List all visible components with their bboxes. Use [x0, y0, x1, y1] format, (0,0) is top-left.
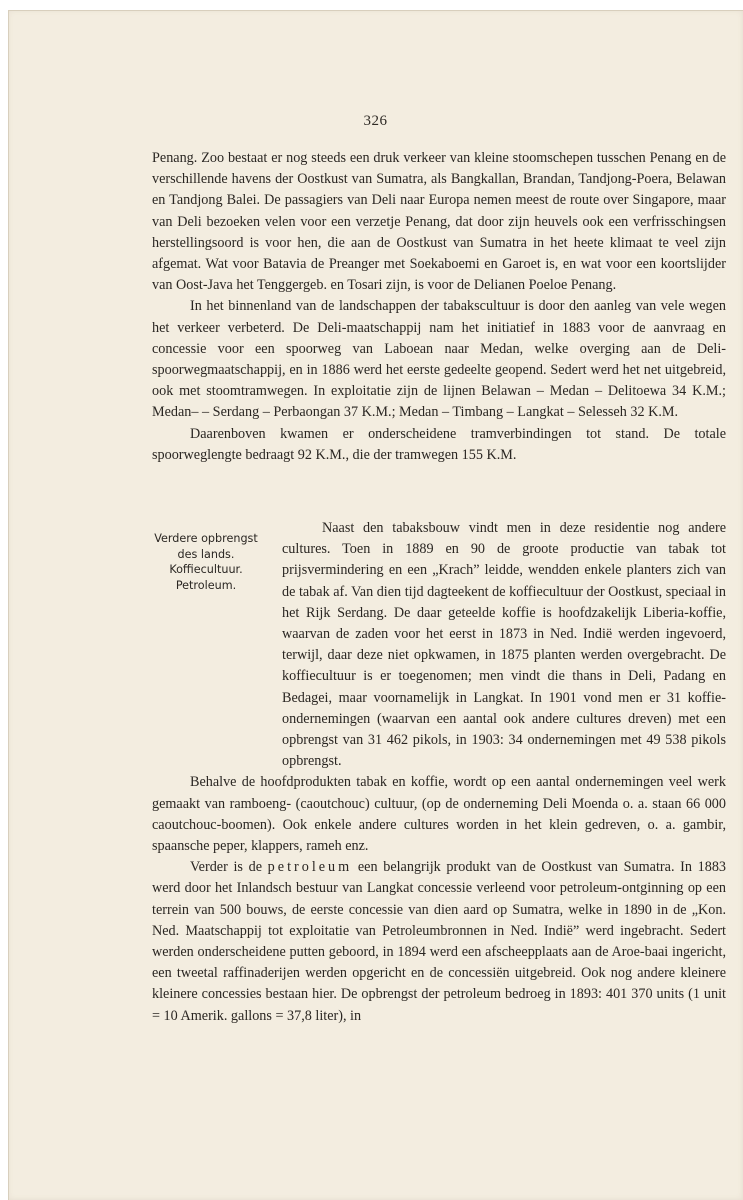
second-text-block — [152, 518, 726, 1027]
margin-note: Verdere opbrengst des lands. Koffiecultuur. Petroleum. — [154, 532, 258, 592]
main-text-block — [152, 148, 726, 466]
paragraph-tramways: Daarenboven kwamen er onderscheidene tramverbindingen tot stand. De totale spoorweglengte bedraagt 92 K.M., die der tramwegen 155 K.M. — [152, 425, 726, 463]
paragraph-railways: In het binnenland van de landschappen der tabakscultuur is door den aanleg van vele wegen het verkeer verbeterd. De Deli-maatschappij nam het initiatief in 1883 voor de aanvraag en concessie voor een spoorweg van Laboean naar Medan, welke overging aan de Deli-spoorwegmaatschappij, en in 1886 werd het eerste gedeelte geopend. Sedert werd het net uitgebreid, ook met stoomtramwegen. In exploitatie zijn de lijnen Belawan – Medan – Delitoewa 34 K.M.; Medan– – Serdang – Perbaongan 37 K.M.; Medan – Timbang – Langkat – Selesseh 32 K.M. — [152, 298, 726, 421]
paragraph-other-products: Behalve de hoofdprodukten tabak en koffie, wordt op een aantal ondernemingen veel werk gemaakt van ramboeng- (caoutchouc) cultuur, (op de onderneming Deli Moenda o. a. staan 66 000 caoutchouc-boomen). Ook enkele andere cultures worden in het klein gedreven, o. a. gambir, spaansche peper, klappers, rameh enz. — [152, 774, 726, 855]
page-number: 326 — [363, 113, 388, 129]
petroleum-word: petroleum — [267, 859, 353, 876]
paragraph-coffee — [152, 518, 726, 772]
paragraph-penang: Penang. Zoo bestaat er nog steeds een druk verkeer van kleine stoomschepen tusschen Penang en de verschillende havens der Oostkust van Sumatra, als Bangkallan, Brandan, Tandjong-Poera, Belawan en Tandjong Balei. De passagiers van Deli naar Europa nemen meest de route over Singapore, maar van Deli bezoeken velen voor een verzetje Penang, dat door zijn heuvels ook een verfrisschingsen herstellingsoord is voor hen, die aan de Oostkust van Sumatra in het heete klimaat te veel zijn afgemat. Wat voor Batavia de Preanger met Soekaboemi en Garoet is, en wat voor een koortslijder van Oost-Java het Tenggergeb. en Tosari zijn, is voor de Delianen Poeloe Penang. — [152, 150, 726, 294]
paragraph-petroleum — [152, 857, 726, 1027]
coffee-text: Naast den tabaksbouw vindt men in deze residentie nog andere cultures. Toen in 1889 en 90 de groote productie van tabak tot prijsvermindering en een „Krach” leidde, wendden enkele planters zich van de tabak af. Van dien tijd dagteekent de koffiecultuur der Oostkust, speciaal in het Rijk Serdang. De daar geteelde koffie is hoofdzakelijk Liberia-koffie, waarvan de zaden voor het eerst in 1873 in Ned. Indië werden ingevoerd, terwijl, daar deze niet opkwamen, in 1875 planten werden overgebracht. De koffiecultuur is er toegenomen; men vindt die thans in Deli, Padang en Bedagei, maar voornamelijk in Langkat. In 1901 vond men er 31 koffie-ondernemingen (waarvan een aantal ook andere cultures dreven) met een opbrengst van 31 462 pikols, in 1903: 34 ondernemingen met 49 538 pikols opbrengst. — [282, 520, 726, 770]
petroleum-text: een belangrijk produkt van de Oostkust van Sumatra. In 1883 werd door het Inlandsch bestuur van Langkat concessie verleend voor petroleum-ontginning op een terrein van 500 bouws, de eerste concessie van dien aard op Sumatra, welke in 1890 in de „Kon. Ned. Maatschappij tot exploitatie van Petroleumbronnen in Ned. Indië” werd ingebracht. Sedert werden onderscheidene putten geboord, in 1894 werd een afscheepplaats aan de Aroe-baai ingericht, een tweetal raffinaderijen werden opgericht en de concessiën uitgebreid. Ook nog andere kleinere kleinere concessies bestaan hier. De opbrengst der petroleum bedroeg in 1893: 401 370 units (1 unit = 10 Amerik. gallons = 37,8 liter), in — [152, 859, 727, 1024]
petroleum-intro: Verder is de — [190, 859, 262, 876]
